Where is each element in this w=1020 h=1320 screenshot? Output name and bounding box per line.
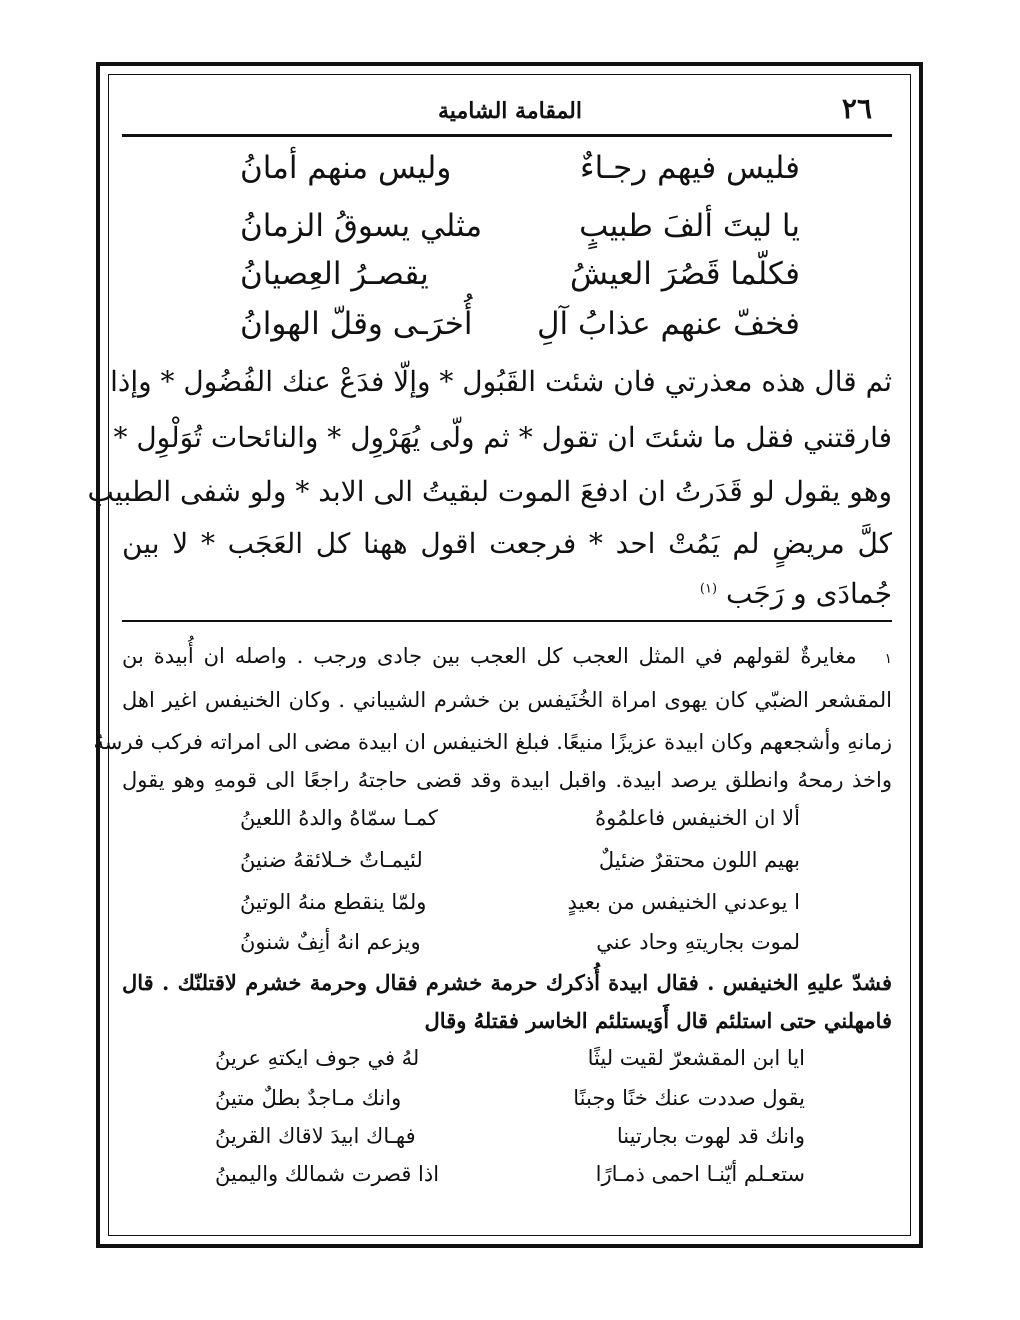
footnote-text: مغايرةٌ لقولهم في المثل العجب كل العجب بين جادى ورجب . واصله ان أُبيدة بن xyxy=(122,644,857,668)
verse-first-hemistich: يقول صددت عنك خنًا وجبنًا xyxy=(573,1086,805,1110)
prose-line xyxy=(122,577,892,610)
verse-first-hemistich: فليس فيهم رجـاءٌ xyxy=(580,150,800,186)
footnote-verse xyxy=(215,1086,805,1110)
prose-line: وهو يقول لو قَدَرتُ ان ادفعَ الموت لبقيتُ الى الابد * ولو شفى الطبيب xyxy=(87,475,892,508)
verse-first-hemistich: ايا ابن المقشعرّ لقيت ليثًا xyxy=(587,1046,805,1070)
verse-first-hemistich: ا يوعدني الخنيفس من بعيدٍ xyxy=(567,890,800,914)
poem-verse xyxy=(240,306,800,342)
verse-first-hemistich: بهيم اللون محتقرٌ ضئيلٌ xyxy=(598,848,800,872)
verse-second-hemistich: وانك مـاجدٌ بطلٌ متينُ xyxy=(215,1086,402,1110)
verse-first-hemistich: لموت بجاريتهِ وحاد عني xyxy=(596,930,800,954)
page-header xyxy=(130,92,890,132)
footnote-reference-mark: (١) xyxy=(699,581,718,597)
verse-second-hemistich: فهـاك ابيدَ لاقاك القرينُ xyxy=(215,1124,416,1148)
footnote-verse xyxy=(215,1124,805,1148)
poem-verse xyxy=(240,208,800,244)
verse-second-hemistich: لهُ في جوف ايكتهِ عرينُ xyxy=(215,1046,420,1070)
verse-first-hemistich: ستعـلم أيّنـا احمى ذمـارًا xyxy=(595,1162,805,1186)
verse-first-hemistich: فخفّ عنهم عذابُ آلِ xyxy=(537,306,800,342)
verse-second-hemistich: وليس منهم أمانُ xyxy=(240,150,452,186)
verse-first-hemistich: ألا ان الخنيفس فاعلمُوهُ xyxy=(595,806,800,830)
footnote-verse xyxy=(240,848,800,872)
prose-line: كلَّ مريضٍ لم يَمُتْ احد * فرجعت اقول ههنا كل العَجَب * لا بين xyxy=(122,527,892,560)
footnote-verse xyxy=(240,890,800,914)
verse-second-hemistich: ولمّا ينقطع منهُ الوتينُ xyxy=(240,890,427,914)
poem-verse xyxy=(240,256,800,292)
footnote-line: فشدّ عليهِ الخنيفس . فقال ابيدة أُذكرك حرمة خشرم فقال وحرمة خشرم لاقتلنّك . قال xyxy=(122,970,892,995)
page-number: ٢٦ xyxy=(841,92,872,125)
verse-second-hemistich: كمـا سمّاهُ والدهُ اللعينُ xyxy=(240,806,438,830)
prose-last-text: جُمادَى و رَجَب xyxy=(725,577,892,610)
footnote-rule xyxy=(122,620,892,622)
footnote-line: زمانهِ وأشجعهم وكان ابيدة عزيزًا منيعًا. فبلغ الخنيفس ان ابيدة مضى الى امراته فركب فرسهُ xyxy=(93,730,892,754)
footnote-line: فامهلني حتى استلئم قال أَوَيستلئم الخاسر فقتلهُ وقال xyxy=(424,1008,892,1033)
verse-first-hemistich: يا ليتَ ألفَ طبيبٍ xyxy=(579,208,800,244)
verse-first-hemistich: فكلّما قَصُرَ العيشُ xyxy=(570,256,800,292)
footnote-line xyxy=(122,644,892,668)
prose-line: ثم قال هذه معذرتي فان شئت القَبُول * وإلّا فدَعْ عنك الفُضُول * وإذا xyxy=(110,365,892,398)
verse-second-hemistich: اذا قصرت شمالك واليمينُ xyxy=(215,1162,440,1186)
footnote-line: واخذ رمحهُ وانطلق يرصد ابيدة. واقبل ابيدة وقد قضى حاجتهُ راجعًا الى قومهِ وهو يقول xyxy=(122,768,892,792)
verse-second-hemistich: لئيمـاتٌ خـلائقهُ ضنينُ xyxy=(240,848,423,872)
verse-second-hemistich: مثلي يسوقُ الزمانُ xyxy=(240,208,483,244)
footnote-verse xyxy=(240,930,800,954)
footnote-verse xyxy=(215,1046,805,1070)
header-rule xyxy=(122,134,892,137)
footnote-number: ١ xyxy=(884,651,892,667)
poem-verse xyxy=(240,150,800,186)
prose-line: فارقتني فقل ما شئتَ ان تقول * ثم ولّى يُهَرْوِل * والنائحات تُوَلْوِل * xyxy=(113,421,892,454)
footnote-verse xyxy=(215,1162,805,1186)
verse-second-hemistich: أُخرَـى وقلّ الهوانُ xyxy=(240,306,473,342)
verse-first-hemistich: وانك قد لهوت بجارتينا xyxy=(616,1124,805,1148)
verse-second-hemistich: ويزعم انهُ أنِفٌ شنونُ xyxy=(240,930,421,954)
footnote-verse xyxy=(240,806,800,830)
running-title: المقامة الشامية xyxy=(438,98,582,124)
footnote-line: المقشعر الضبّي كان يهوى امراة الخُنَيفس بن خشرم الشيباني . وكان الخنيفس اغير اهل xyxy=(122,688,892,712)
verse-second-hemistich: يقصـرُ العِصيانُ xyxy=(240,256,429,292)
